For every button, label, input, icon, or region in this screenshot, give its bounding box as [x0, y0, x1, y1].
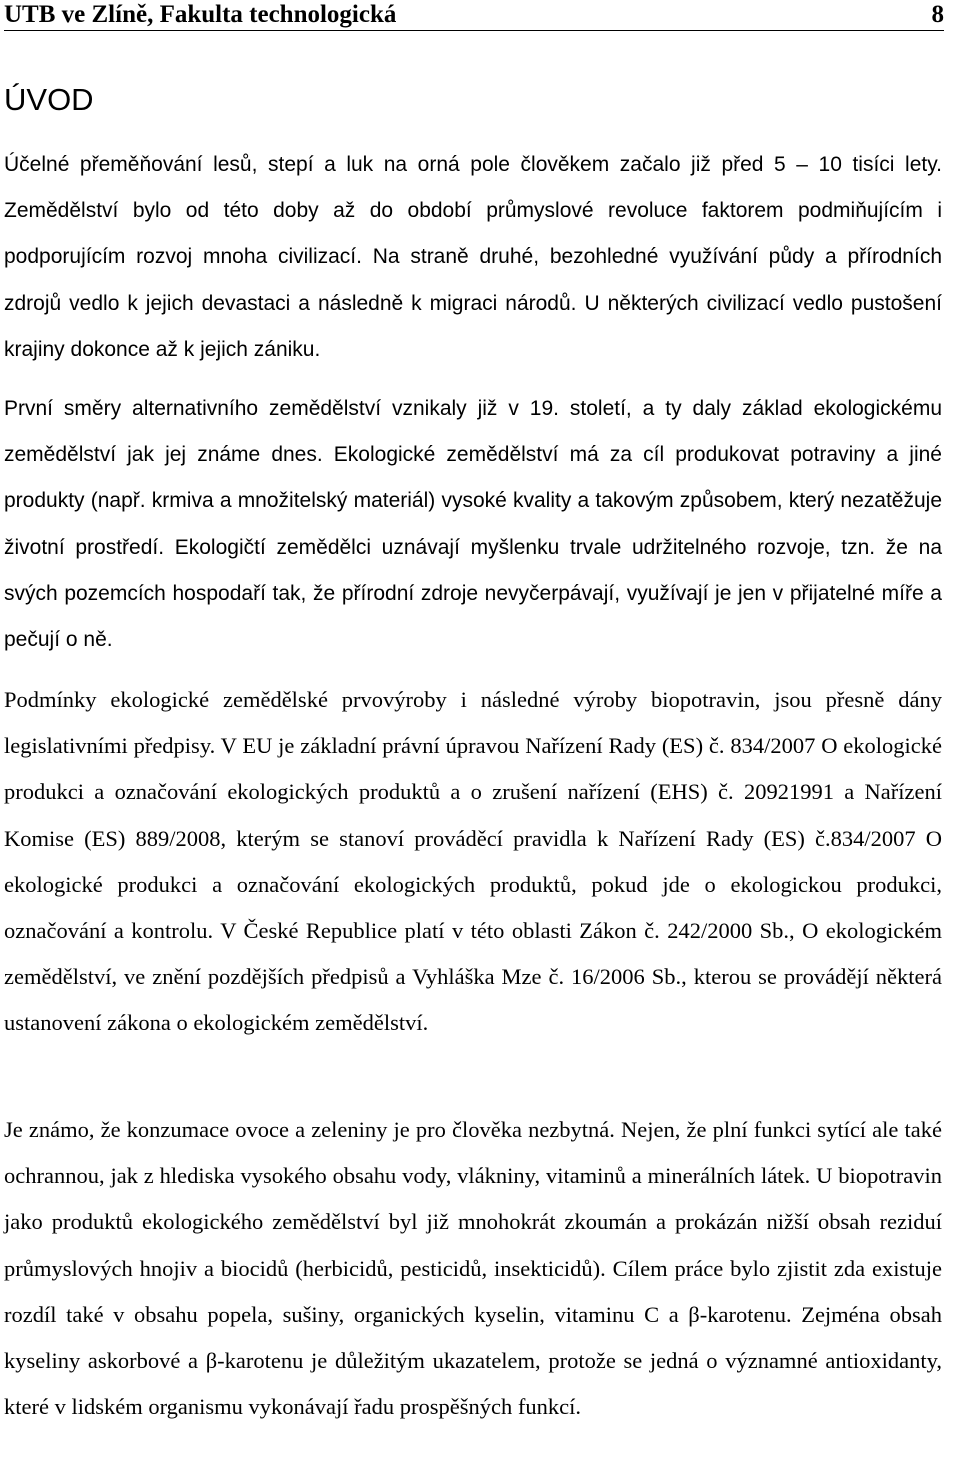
paragraph-alternative-farming: První směry alternativního zemědělství vznikaly již v 19. století, a ty daly základ ekologickému zemědělství jak jej známe dnes. Ekologické zemědělství má za cíl produkovat potraviny a jiné produkty (např. krmiva a množitelský materiál) vysoké kvality a takovým způsobem, který nezatěžuje životní prostředí. Ekologičtí zemědělci uznávají myšlenku trvale udržitelného rozvoje, tzn. že na svých pozemcích hospodaří tak, že přírodní zdroje nevyčerpávají, využívají je jen v přijatelné míře a pečují o ně. — [4, 397, 942, 652]
paragraph-research-aim: Je známo, že konzumace ovoce a zeleniny je pro člověka nezbytná. Nejen, že plní funkci sytící ale také ochrannou, jak z hlediska vysokého obsahu vody, vlákniny, vitaminů a minerálních látek. U biopotravin jako produktů ekologického zemědělství byl již mnohokrát zkoumán a prokázán nižší obsah reziduí průmyslových hnojiv a biocidů (herbicidů, pesticidů, insekticidů). Cílem práce bylo zjistit zda existuje rozdíl také v obsahu popela, sušiny, organických kyselin, vitaminu C a β-karotenu. Zejména obsah kyseliny askorbové a β-karotenu je důležitým ukazatelem, protože se jedná o významné antioxidanty, které v lidském organismu vykonávají řadu prospěšných funkcí. — [4, 1117, 942, 1420]
paragraph-legislation: Podmínky ekologické zemědělské prvovýroby i následné výroby biopotravin, jsou přesně dány legislativními předpisy. V EU je základní právní úpravou Nařízení Rady (ES) č. 834/2007 O ekologické produkci a označování ekologických produktů a o zrušení nařízení (EHS) č. 20921991 a Nařízení Komise (ES) 889/2008, kterým se stanoví prováděcí pravidla k Nařízení Rady (ES) č.834/2007 O ekologické produkci a označování ekologických produktů, pokud jde o ekologickou produkci, označování a kontrolu. V České Republice platí v této oblasti Zákon č. 242/2000 Sb., O ekologickém zemědělství, ve znění pozdějších předpisů a Vyhláška Mze č. 16/2006 Sb., kterou se provádějí některá ustanovení zákona o ekologickém zemědělství. — [4, 687, 942, 1036]
page-number: 8 — [931, 1, 944, 28]
header-title: UTB ve Zlíně, Fakulta technologická — [4, 1, 397, 28]
paragraph-intro: Účelné přeměňování lesů, stepí a luk na orná pole člověkem začalo již před 5 – 10 tisíci lety. Zemědělství bylo od této doby až do období průmyslové revoluce faktorem podmiňujícím i podporujícím rozvoj mnoha civilizací. Na straně druhé, bezohledné využívání půdy a přírodních zdrojů vedlo k jejich devastaci a následně k migraci národů. U některých civilizací vedlo pustošení krajiny dokonce až k jejich zániku. — [4, 153, 942, 361]
section-title: ÚVOD — [4, 82, 94, 117]
page-header — [4, 0, 944, 31]
